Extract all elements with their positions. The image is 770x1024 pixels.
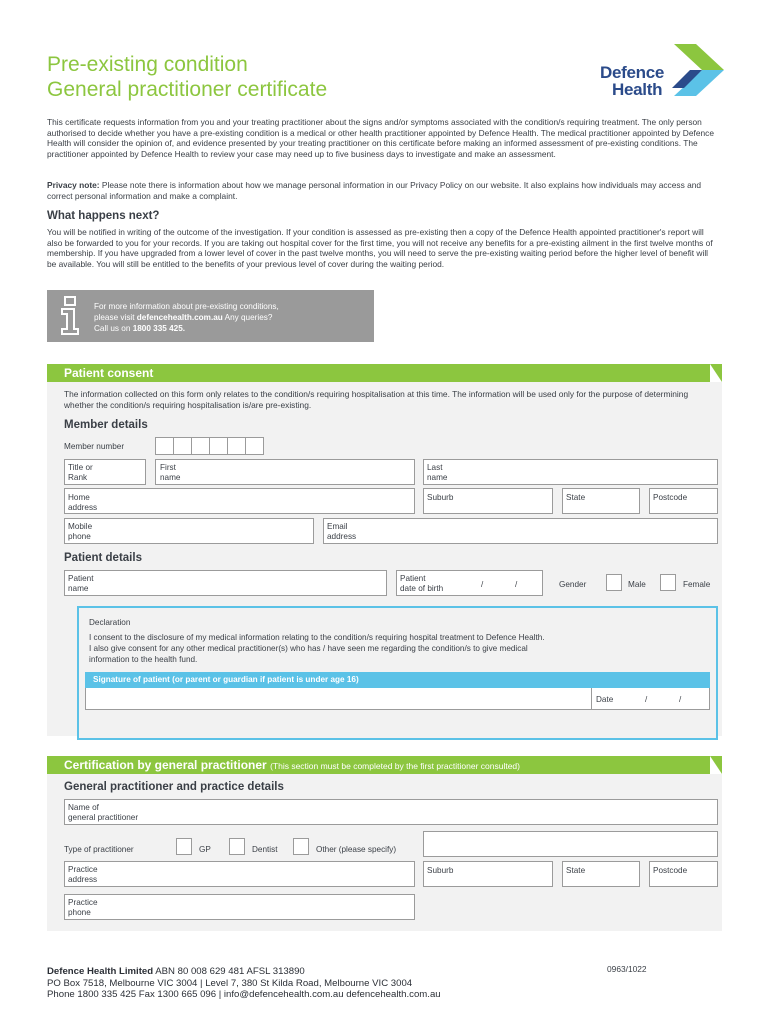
gp-name-field[interactable] xyxy=(64,799,718,825)
date-label: Date xyxy=(596,695,614,704)
dob-slash: / xyxy=(481,580,484,589)
info-call-text: Call us on xyxy=(94,324,133,333)
footer xyxy=(47,966,441,1001)
gp-checkbox[interactable] xyxy=(176,838,192,855)
practitioner-type-label: Type of practitioner xyxy=(64,845,134,854)
practice-postcode-label: Postcode xyxy=(653,866,688,875)
other-label: Other (please specify) xyxy=(316,845,397,854)
label-line: Practice xyxy=(68,898,98,907)
practice-address-field[interactable] xyxy=(64,861,415,887)
dob-slash: / xyxy=(515,580,518,589)
other-checkbox[interactable] xyxy=(293,838,309,855)
declaration-text xyxy=(89,632,709,665)
label-line: Name of xyxy=(68,803,99,812)
label-line: phone xyxy=(68,532,91,541)
home-address-field[interactable] xyxy=(64,488,415,514)
mobile-phone-label xyxy=(68,522,92,542)
footer-address: PO Box 7518, Melbourne VIC 3004 | Level 7, 380 St Kilda Road, Melbourne VIC 3004 xyxy=(47,977,413,989)
phone-link[interactable]: 1800 335 425. xyxy=(132,324,186,333)
date-slash: / xyxy=(645,695,648,704)
label-line: Home xyxy=(68,493,90,502)
info-line-3 xyxy=(94,323,279,334)
info-icon xyxy=(59,296,81,336)
logo-word-defence: Defence xyxy=(600,63,665,82)
mobile-phone-field[interactable] xyxy=(64,518,314,544)
bar-arrow-icon xyxy=(710,364,722,382)
label-line: Email xyxy=(327,522,348,531)
what-happens-paragraph: You will be notified in writing of the outcome of the investigation. If your condition is assessed as pre-existing then a copy of the Defence Health appointed practitioner's report will also be forwarded to you for your records. If you are taking out hospital cover for the first time, you will not receive any benefits for a pre-existing ailment in the first twelve months of membership. If you have upgraded from a lower level of cover in the past twelve months, you will need to serve the pre-existing waiting period before the higher level of benefit will be available. You will still be entitled to the benefits of your previous level of cover during the waiting period. xyxy=(47,227,713,269)
gp-bar-subtitle: (This section must be completed by the first practitioner consulted) xyxy=(270,761,520,771)
label-line: name xyxy=(68,584,89,593)
email-address-field[interactable] xyxy=(323,518,718,544)
member-number-cell[interactable] xyxy=(155,437,174,455)
title-rank-field[interactable] xyxy=(64,459,146,485)
what-happens-heading: What happens next? xyxy=(47,210,160,222)
last-name-field[interactable] xyxy=(423,459,718,485)
dentist-checkbox[interactable] xyxy=(229,838,245,855)
footer-contact: Phone 1800 335 425 Fax 1300 665 096 | info@defencehealth.com.au defencehealth.com.au xyxy=(47,989,441,1000)
date-slash: / xyxy=(679,695,682,704)
member-number-cell[interactable] xyxy=(209,437,228,455)
info-line-2 xyxy=(94,312,279,323)
gp-label: GP xyxy=(199,845,211,854)
date-of-birth-field[interactable] xyxy=(396,570,543,596)
website-link[interactable]: defencehealth.com.au xyxy=(136,313,223,322)
info-box xyxy=(47,290,374,342)
label-line: Patient xyxy=(68,574,94,583)
privacy-label: Privacy note: xyxy=(47,180,100,190)
footer-company-line xyxy=(47,966,441,978)
practice-address-label xyxy=(68,865,98,885)
gp-certification-title xyxy=(64,758,520,772)
patient-consent-bar xyxy=(47,364,722,382)
logo-word-health: Health xyxy=(612,80,663,99)
signature-date-field[interactable] xyxy=(591,688,710,710)
female-checkbox[interactable] xyxy=(660,574,676,591)
label-line: name xyxy=(160,473,181,482)
signature-bar xyxy=(85,672,710,688)
female-label: Female xyxy=(683,580,711,589)
practice-suburb-label: Suburb xyxy=(427,866,454,875)
intro-paragraph: This certificate requests information from you and your treating practitioner about the signs and/or symptoms associated with the condition/s requiring treatment. The only person authorised to decide whether you have a pre-existing condition is a medical or other health practitioner appointed by Defence Health. The medical practitioner appointed by Defence Health will consider the opinion of, and evidence presented by your treating practitioner on this certificate before making an informed assessment of pre-existing conditions. The practitioner appointed by Defence Health to review your case may need up to five business days to investigate and make an assessment. xyxy=(47,117,714,159)
member-number-cell[interactable] xyxy=(173,437,192,455)
label-line: Patient xyxy=(400,574,426,583)
male-label: Male xyxy=(628,580,646,589)
label-line: Title or xyxy=(68,463,93,472)
page-title xyxy=(47,52,327,102)
gender-label: Gender xyxy=(559,580,587,589)
gp-certification-section xyxy=(47,756,722,931)
label-line: Practice xyxy=(68,865,98,874)
label-line: Last xyxy=(427,463,443,472)
patient-name-field[interactable] xyxy=(64,570,387,596)
practice-state-field[interactable] xyxy=(562,861,640,887)
form-code: 0963/1022 xyxy=(607,964,647,974)
suburb-label: Suburb xyxy=(427,493,454,502)
label-line: Mobile xyxy=(68,522,93,531)
home-address-label xyxy=(68,493,97,513)
first-name-label xyxy=(160,463,180,483)
info-text xyxy=(94,301,279,334)
title-line-2: General practitioner certificate xyxy=(47,78,328,101)
dentist-label: Dentist xyxy=(252,845,278,854)
footer-company: Defence Health Limited xyxy=(47,966,154,977)
label-line: date of birth xyxy=(400,584,444,593)
practice-postcode-field[interactable] xyxy=(649,861,718,887)
privacy-note xyxy=(47,180,707,201)
member-number-cell[interactable] xyxy=(227,437,246,455)
bar-arrow-icon xyxy=(710,756,722,774)
consent-intro: The information collected on this form only relates to the condition/s requiring hospitalisation at this time. The information will be used only for the purpose of determining whether the condition/s requiring hospitalisation is/are pre-existing. xyxy=(64,389,689,410)
patient-consent-title: Patient consent xyxy=(64,366,154,380)
patient-consent-section xyxy=(47,364,722,736)
member-number-field[interactable] xyxy=(155,437,269,455)
privacy-text: Please note there is information about how we manage personal information in our Privacy Policy on our website. It also explains how individuals may access and correct personal information and make a complaint. xyxy=(47,180,702,201)
info-line-1: For more information about pre-existing conditions, xyxy=(94,302,279,311)
declaration-line: I also give consent for any other medical practitioner(s) who has / have seen me regarding the condition/s to give medical xyxy=(89,644,528,653)
gp-certification-bar xyxy=(47,756,722,774)
label-line: address xyxy=(68,503,98,512)
declaration-line: information to the health fund. xyxy=(89,655,198,664)
state-label: State xyxy=(566,493,586,502)
suburb-field[interactable] xyxy=(423,488,553,514)
practice-suburb-field[interactable] xyxy=(423,861,553,887)
last-name-label xyxy=(427,463,447,483)
patient-name-label xyxy=(68,574,94,594)
member-number-cell[interactable] xyxy=(245,437,264,455)
postcode-label: Postcode xyxy=(653,493,688,502)
label-line: address xyxy=(68,875,98,884)
label-line: general practitioner xyxy=(68,813,139,822)
defence-health-logo xyxy=(598,44,728,100)
practice-state-label: State xyxy=(566,866,586,875)
declaration-heading: Declaration xyxy=(89,618,131,627)
signature-field[interactable] xyxy=(85,688,592,710)
footer-abn: ABN 80 008 629 481 AFSL 313890 xyxy=(153,966,305,977)
gp-bar-title-text: Certification by general practitioner xyxy=(64,758,267,772)
info-visit-text: please visit xyxy=(94,313,137,322)
info-queries-text: Any queries? xyxy=(222,313,273,322)
postcode-field[interactable] xyxy=(649,488,718,514)
label-line: First xyxy=(160,463,176,472)
patient-details-heading: Patient details xyxy=(64,552,142,564)
label-line: Rank xyxy=(68,473,88,482)
label-line: address xyxy=(327,532,357,541)
gp-details-heading: General practitioner and practice details xyxy=(64,781,284,793)
declaration-box xyxy=(77,606,718,740)
label-line: phone xyxy=(68,908,91,917)
first-name-field[interactable] xyxy=(155,459,415,485)
gp-name-label xyxy=(68,803,138,823)
title-rank-label xyxy=(68,463,93,483)
member-details-heading: Member details xyxy=(64,419,148,431)
signature-label: Signature of patient (or parent or guardian if patient is under age 16) xyxy=(93,675,359,684)
practice-phone-label xyxy=(68,898,98,918)
title-line-1: Pre-existing condition xyxy=(47,53,248,76)
practice-phone-field[interactable] xyxy=(64,894,415,920)
other-specify-field[interactable] xyxy=(423,831,718,857)
label-line: name xyxy=(427,473,448,482)
male-checkbox[interactable] xyxy=(606,574,622,591)
member-number-label: Member number xyxy=(64,442,125,451)
dob-label xyxy=(400,574,443,594)
state-field[interactable] xyxy=(562,488,640,514)
member-number-cell[interactable] xyxy=(191,437,210,455)
email-address-label xyxy=(327,522,356,542)
declaration-line: I consent to the disclosure of my medical information relating to the condition/s requiring hospital treatment to Defence Health. xyxy=(89,633,545,642)
